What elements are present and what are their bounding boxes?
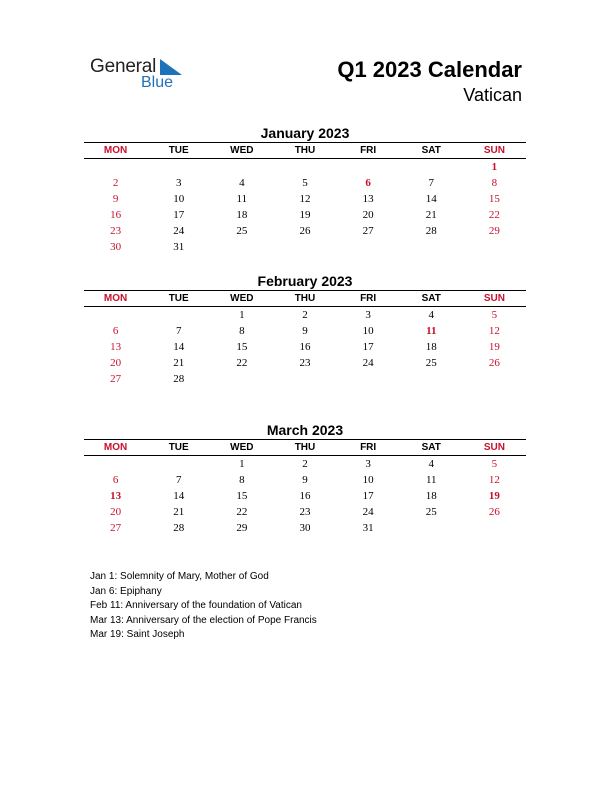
day-cell: 18 [425, 341, 437, 353]
holiday-note: Mar 19: Saint Joseph [90, 629, 185, 640]
empty-cell [463, 239, 526, 255]
day-cell: 14 [173, 341, 185, 353]
day-cell: 16 [299, 490, 311, 502]
weekday-thu: THU [294, 145, 316, 156]
day-cell: 7 [175, 474, 182, 486]
day-cell: 26 [488, 357, 500, 369]
week-row [84, 472, 526, 488]
weekday-tue: TUE [168, 145, 189, 156]
logo-general-text: General [90, 56, 157, 77]
day-cell: 9 [112, 193, 119, 205]
empty-cell [400, 371, 463, 387]
empty-cell [147, 307, 210, 323]
day-cell: 15 [236, 341, 248, 353]
day-cell: 5 [302, 177, 308, 189]
day-cell: 31 [362, 522, 374, 534]
weekday-wed: WED [230, 145, 254, 156]
empty-cell [400, 239, 463, 255]
empty-cell [337, 239, 400, 255]
day-cell: 5 [491, 309, 498, 321]
month-title: March 2023 [266, 422, 344, 438]
day-cell: 7 [175, 325, 182, 337]
day-cell: 25 [236, 225, 248, 237]
day-cell: 21 [425, 209, 437, 221]
day-cell: 31 [173, 241, 185, 253]
logo-blue-text: Blue [141, 74, 174, 91]
day-cell: 15 [488, 193, 500, 205]
month-february [84, 273, 526, 387]
empty-cell [84, 159, 147, 175]
weekday-fri: FRI [360, 145, 377, 156]
weekday-header [84, 290, 526, 307]
weekday-sun: SUN [483, 145, 505, 156]
day-cell: 13 [110, 341, 122, 353]
empty-cell [273, 371, 336, 387]
weekday-tue: TUE [168, 293, 189, 304]
day-cell: 30 [299, 522, 311, 534]
day-cell: 1 [239, 458, 245, 470]
day-cell: 22 [236, 506, 248, 518]
day-cell: 3 [365, 309, 371, 321]
weekday-header [84, 439, 526, 456]
day-cell: 12 [488, 325, 500, 337]
day-cell: 19 [488, 490, 500, 502]
day-cell: 10 [362, 474, 374, 486]
day-cell: 16 [110, 209, 122, 221]
weekday-mon: MON [103, 293, 128, 304]
week-row [84, 488, 526, 504]
week-row [84, 355, 526, 371]
empty-cell [147, 456, 210, 472]
empty-cell [84, 307, 147, 323]
weekday-thu: THU [294, 293, 316, 304]
week-row [84, 191, 526, 207]
week-row [84, 175, 526, 191]
day-cell: 16 [299, 341, 311, 353]
day-grid [84, 307, 526, 387]
day-cell: 10 [173, 193, 185, 205]
weekday-sat: SAT [421, 293, 441, 304]
day-cell: 3 [175, 177, 182, 189]
day-cell: 27 [110, 373, 122, 385]
day-cell: 8 [239, 325, 245, 337]
day-cell: 17 [173, 209, 185, 221]
week-row [84, 323, 526, 339]
day-cell: 11 [425, 474, 437, 486]
day-cell: 6 [112, 325, 119, 337]
day-cell: 20 [110, 357, 122, 369]
day-cell: 24 [173, 225, 185, 237]
day-cell: 14 [425, 193, 437, 205]
week-row [84, 159, 526, 175]
day-cell: 14 [173, 490, 185, 502]
day-cell: 21 [173, 506, 185, 518]
month-title: January 2023 [260, 125, 350, 141]
weekday-tue: TUE [168, 442, 189, 453]
empty-cell [147, 159, 210, 175]
day-cell: 23 [299, 506, 311, 518]
empty-cell [84, 456, 147, 472]
day-cell: 23 [299, 357, 311, 369]
empty-cell [463, 520, 526, 536]
country-subtitle: Vatican [463, 85, 522, 105]
week-row [84, 223, 526, 239]
week-row [84, 504, 526, 520]
day-cell: 24 [362, 506, 374, 518]
day-cell: 21 [173, 357, 185, 369]
day-grid [84, 456, 526, 536]
weekday-mon: MON [103, 442, 128, 453]
weekday-wed: WED [230, 293, 254, 304]
day-cell: 20 [362, 209, 374, 221]
logo-triangle-icon [160, 59, 182, 75]
day-cell: 18 [425, 490, 437, 502]
day-cell: 17 [362, 341, 374, 353]
day-cell: 11 [236, 193, 248, 205]
week-row [84, 456, 526, 472]
day-cell: 6 [365, 177, 371, 189]
month-title: February 2023 [257, 273, 353, 289]
day-cell: 26 [488, 506, 500, 518]
day-cell: 2 [302, 309, 308, 321]
day-cell: 28 [425, 225, 437, 237]
weekday-sat: SAT [421, 145, 441, 156]
day-cell: 13 [362, 193, 374, 205]
week-row [84, 307, 526, 323]
day-cell: 26 [299, 225, 311, 237]
day-cell: 4 [428, 458, 435, 470]
day-cell: 20 [110, 506, 122, 518]
day-cell: 9 [302, 474, 308, 486]
day-cell: 22 [236, 357, 248, 369]
day-cell: 15 [236, 490, 248, 502]
day-cell: 24 [362, 357, 374, 369]
day-cell: 27 [110, 522, 122, 534]
empty-cell [337, 371, 400, 387]
day-cell: 9 [302, 325, 308, 337]
generalblue-logo [90, 56, 190, 96]
week-row [84, 239, 526, 255]
day-cell: 12 [299, 193, 311, 205]
day-cell: 5 [491, 458, 498, 470]
holiday-note: Jan 6: Epiphany [90, 585, 162, 597]
holiday-note: Feb 11: Anniversary of the foundation of Vatican [90, 600, 302, 611]
empty-cell [273, 159, 336, 175]
day-cell: 28 [173, 373, 185, 385]
page-title: Q1 2023 Calendar [337, 57, 522, 82]
day-cell: 4 [239, 177, 245, 189]
weekday-sun: SUN [483, 442, 505, 453]
day-cell: 1 [491, 161, 498, 173]
day-cell: 11 [426, 325, 437, 337]
week-row [84, 520, 526, 536]
day-cell: 19 [488, 341, 500, 353]
day-cell: 8 [239, 474, 245, 486]
weekday-fri: FRI [360, 442, 377, 453]
weekday-thu: THU [294, 442, 316, 453]
weekday-header [84, 142, 526, 159]
empty-cell [210, 371, 273, 387]
day-grid [84, 159, 526, 255]
day-cell: 25 [425, 506, 437, 518]
weekday-mon: MON [103, 145, 128, 156]
empty-cell [210, 239, 273, 255]
day-cell: 2 [302, 458, 308, 470]
weekday-fri: FRI [360, 293, 377, 304]
empty-cell [337, 159, 400, 175]
empty-cell [210, 159, 273, 175]
holiday-note: Mar 13: Anniversary of the election of Pope Francis [90, 614, 317, 626]
empty-cell [463, 371, 526, 387]
week-row [84, 207, 526, 223]
weekday-sun: SUN [483, 293, 505, 304]
weekday-sat: SAT [421, 442, 441, 453]
empty-cell [400, 159, 463, 175]
empty-cell [400, 520, 463, 536]
day-cell: 29 [236, 522, 248, 534]
day-cell: 29 [488, 225, 500, 237]
weekday-wed: WED [230, 442, 254, 453]
day-cell: 10 [362, 325, 374, 337]
day-cell: 27 [362, 225, 374, 237]
holiday-note: Jan 1: Solemnity of Mary, Mother of God [90, 571, 269, 582]
month-march [84, 422, 526, 536]
day-cell: 3 [365, 458, 371, 470]
day-cell: 19 [299, 209, 311, 221]
day-cell: 22 [488, 209, 500, 221]
day-cell: 13 [110, 490, 122, 502]
month-january [84, 125, 526, 255]
day-cell: 30 [110, 241, 122, 253]
day-cell: 28 [173, 522, 185, 534]
day-cell: 25 [425, 357, 437, 369]
holiday-list [90, 570, 317, 643]
day-cell: 7 [428, 177, 435, 189]
day-cell: 1 [239, 309, 245, 321]
empty-cell [273, 239, 336, 255]
day-cell: 2 [112, 177, 119, 189]
day-cell: 23 [110, 225, 122, 237]
day-cell: 8 [491, 177, 498, 189]
day-cell: 17 [362, 490, 374, 502]
week-row [84, 339, 526, 355]
day-cell: 18 [236, 209, 248, 221]
day-cell: 4 [428, 309, 435, 321]
day-cell: 6 [112, 474, 119, 486]
week-row [84, 371, 526, 387]
day-cell: 12 [488, 474, 500, 486]
